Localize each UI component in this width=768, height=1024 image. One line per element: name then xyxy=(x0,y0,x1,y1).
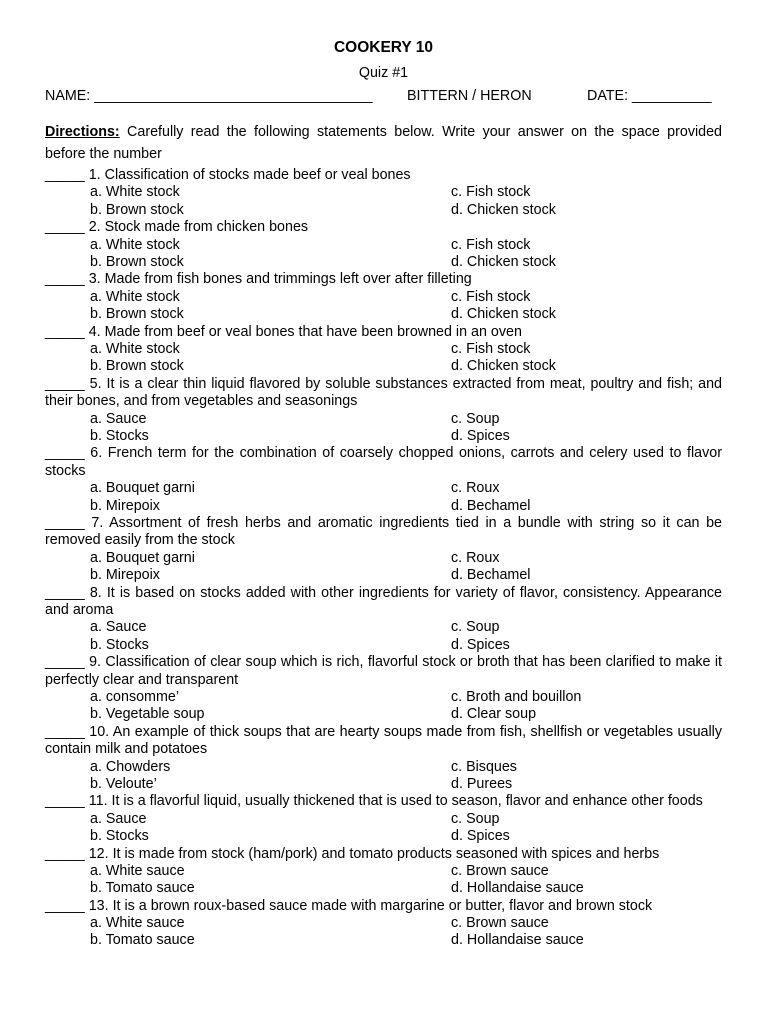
option-c: c. Soup xyxy=(451,410,500,427)
option-a: a. White sauce xyxy=(90,915,185,932)
option-c: c. Roux xyxy=(451,549,500,566)
option-row xyxy=(45,759,722,776)
option-a: a. White sauce xyxy=(90,862,185,879)
option-d: d. Spices xyxy=(451,427,510,444)
option-d: d. Hollandaise sauce xyxy=(451,932,584,949)
option-d: d. Bechamel xyxy=(451,567,531,584)
option-row xyxy=(45,254,722,271)
question-item xyxy=(45,724,722,794)
option-b: b. Tomato sauce xyxy=(90,880,195,897)
option-c: c. Broth and bouillon xyxy=(451,688,582,705)
option-b: b. Stocks xyxy=(90,828,149,845)
question-stem[interactable]: _____ 13. It is a brown roux-based sauce made with margarine or butter, flavor and brown stock xyxy=(45,897,653,914)
option-c: c. Roux xyxy=(451,480,500,497)
option-a: a. White stock xyxy=(90,340,180,357)
option-row xyxy=(45,550,722,567)
option-c: c. Bisques xyxy=(451,758,517,775)
option-b: b. Veloute’ xyxy=(90,775,157,792)
option-d: d. Clear soup xyxy=(451,706,537,723)
question-item xyxy=(45,846,722,898)
option-a: a. Bouquet garni xyxy=(90,549,195,566)
option-row xyxy=(45,915,722,932)
option-row xyxy=(45,619,722,636)
question-item xyxy=(45,445,722,515)
question-item xyxy=(45,271,722,323)
question-item xyxy=(45,515,722,585)
question-stem[interactable]: _____ 1. Classification of stocks made beef or veal bones xyxy=(45,167,411,183)
option-a: a. Sauce xyxy=(90,810,147,827)
option-row xyxy=(45,341,722,358)
option-d: d. Hollandaise sauce xyxy=(451,880,584,897)
option-c: c. Soup xyxy=(451,619,500,636)
option-row xyxy=(45,480,722,497)
question-stem[interactable]: _____ 8. It is based on stocks added with other ingredients for variety of flavor, consistency. Appearance and aroma xyxy=(45,584,722,618)
option-row xyxy=(45,880,722,897)
option-d: d. Spices xyxy=(451,828,510,845)
option-b: b. Vegetable soup xyxy=(90,706,205,723)
option-c: c. Fish stock xyxy=(451,236,531,253)
option-a: a. consomme’ xyxy=(90,688,179,705)
option-row xyxy=(45,498,722,515)
option-row xyxy=(45,689,722,706)
question-stem[interactable]: _____ 2. Stock made from chicken bones xyxy=(45,219,309,236)
quiz-subtitle: Quiz #1 xyxy=(358,65,409,81)
option-b: b. Stocks xyxy=(90,427,149,444)
question-item xyxy=(45,324,722,376)
option-d: d. Chicken stock xyxy=(451,306,556,323)
option-c: c. Brown sauce xyxy=(451,862,549,879)
question-stem[interactable]: _____ 11. It is a flavorful liquid, usually thickened that is used to season, flavor and enhance other foods xyxy=(45,793,703,810)
question-stem[interactable]: _____ 7. Assortment of fresh herbs and aromatic ingredients tied in a bundle with string so it can be removed easily from the stock xyxy=(45,514,722,549)
question-stem[interactable]: _____ 10. An example of thick soups that are hearty soups made from fish, shellfish or vegetables usually contain milk and potatoes xyxy=(45,723,722,758)
question-item xyxy=(45,898,722,950)
question-item xyxy=(45,793,722,845)
question-stem[interactable]: _____ 12. It is made from stock (ham/pork) and tomato products seasoned with spices and herbs xyxy=(45,845,660,862)
option-a: a. White stock xyxy=(90,288,180,305)
option-b: b. Brown stock xyxy=(90,306,184,323)
page-title: COOKERY 10 xyxy=(333,39,434,56)
name-field[interactable]: NAME: ___________________________________ xyxy=(45,88,373,104)
option-a: a. Sauce xyxy=(90,410,147,427)
option-row xyxy=(45,776,722,793)
option-row xyxy=(45,811,722,828)
option-b: b. Brown stock xyxy=(90,253,184,270)
option-row xyxy=(45,237,722,254)
option-d: d. Chicken stock xyxy=(451,253,556,270)
option-a: a. Chowders xyxy=(90,758,171,775)
option-b: b. Mirepoix xyxy=(90,567,160,584)
question-stem[interactable]: _____ 5. It is a clear thin liquid flavored by soluble substances extracted from meat, poultry and fish; and their bones, and from vegetables and seasonings xyxy=(45,375,722,410)
option-row xyxy=(45,932,722,949)
question-item xyxy=(45,219,722,271)
option-c: c. Fish stock xyxy=(451,184,531,201)
option-a: a. White stock xyxy=(90,184,180,201)
option-b: b. Brown stock xyxy=(90,358,184,375)
option-b: b. Stocks xyxy=(90,636,149,653)
option-c: c. Fish stock xyxy=(451,340,531,357)
question-list xyxy=(45,167,722,950)
option-a: a. Bouquet garni xyxy=(90,480,195,497)
option-row xyxy=(45,428,722,445)
option-b: b. Tomato sauce xyxy=(90,932,195,949)
option-c: c. Fish stock xyxy=(451,288,531,305)
option-a: a. White stock xyxy=(90,236,180,253)
option-d: d. Chicken stock xyxy=(451,201,556,218)
option-row xyxy=(45,411,722,428)
option-row xyxy=(45,863,722,880)
option-row xyxy=(45,828,722,845)
directions-label: Directions: xyxy=(45,124,120,140)
option-row xyxy=(45,202,722,219)
question-stem[interactable]: _____ 9. Classification of clear soup which is rich, flavorful stock or broth that has been clarified to make it perfectly clear and transparent xyxy=(45,654,722,688)
option-a: a. Sauce xyxy=(90,619,147,636)
option-d: d. Bechamel xyxy=(451,497,531,514)
question-stem[interactable]: _____ 3. Made from fish bones and trimmings left over after filleting xyxy=(45,271,472,288)
question-stem[interactable]: _____ 4. Made from beef or veal bones that have been browned in an oven xyxy=(45,323,522,340)
question-stem[interactable]: _____ 6. French term for the combination of coarsely chopped onions, carrots and celery used to flavor stocks xyxy=(45,445,722,479)
option-d: d. Chicken stock xyxy=(451,358,556,375)
option-row xyxy=(45,706,722,723)
option-row xyxy=(45,567,722,584)
option-row xyxy=(45,306,722,323)
option-row xyxy=(45,358,722,375)
directions-text: Carefully read the following statements below. Write your answer on the space provided before the number xyxy=(45,124,722,162)
option-c: c. Brown sauce xyxy=(451,915,549,932)
question-item xyxy=(45,654,722,724)
option-row xyxy=(45,184,722,201)
directions xyxy=(45,121,722,165)
option-row xyxy=(45,289,722,306)
question-item xyxy=(45,167,722,219)
option-b: b. Brown stock xyxy=(90,201,184,218)
section-label: BITTERN / HERON xyxy=(407,88,532,104)
option-d: d. Spices xyxy=(451,636,510,653)
option-c: c. Soup xyxy=(451,810,500,827)
date-field[interactable]: DATE: __________ xyxy=(587,88,712,104)
question-item xyxy=(45,376,722,446)
option-b: b. Mirepoix xyxy=(90,497,160,514)
option-row xyxy=(45,637,722,654)
option-d: d. Purees xyxy=(451,775,513,792)
question-item xyxy=(45,585,722,655)
